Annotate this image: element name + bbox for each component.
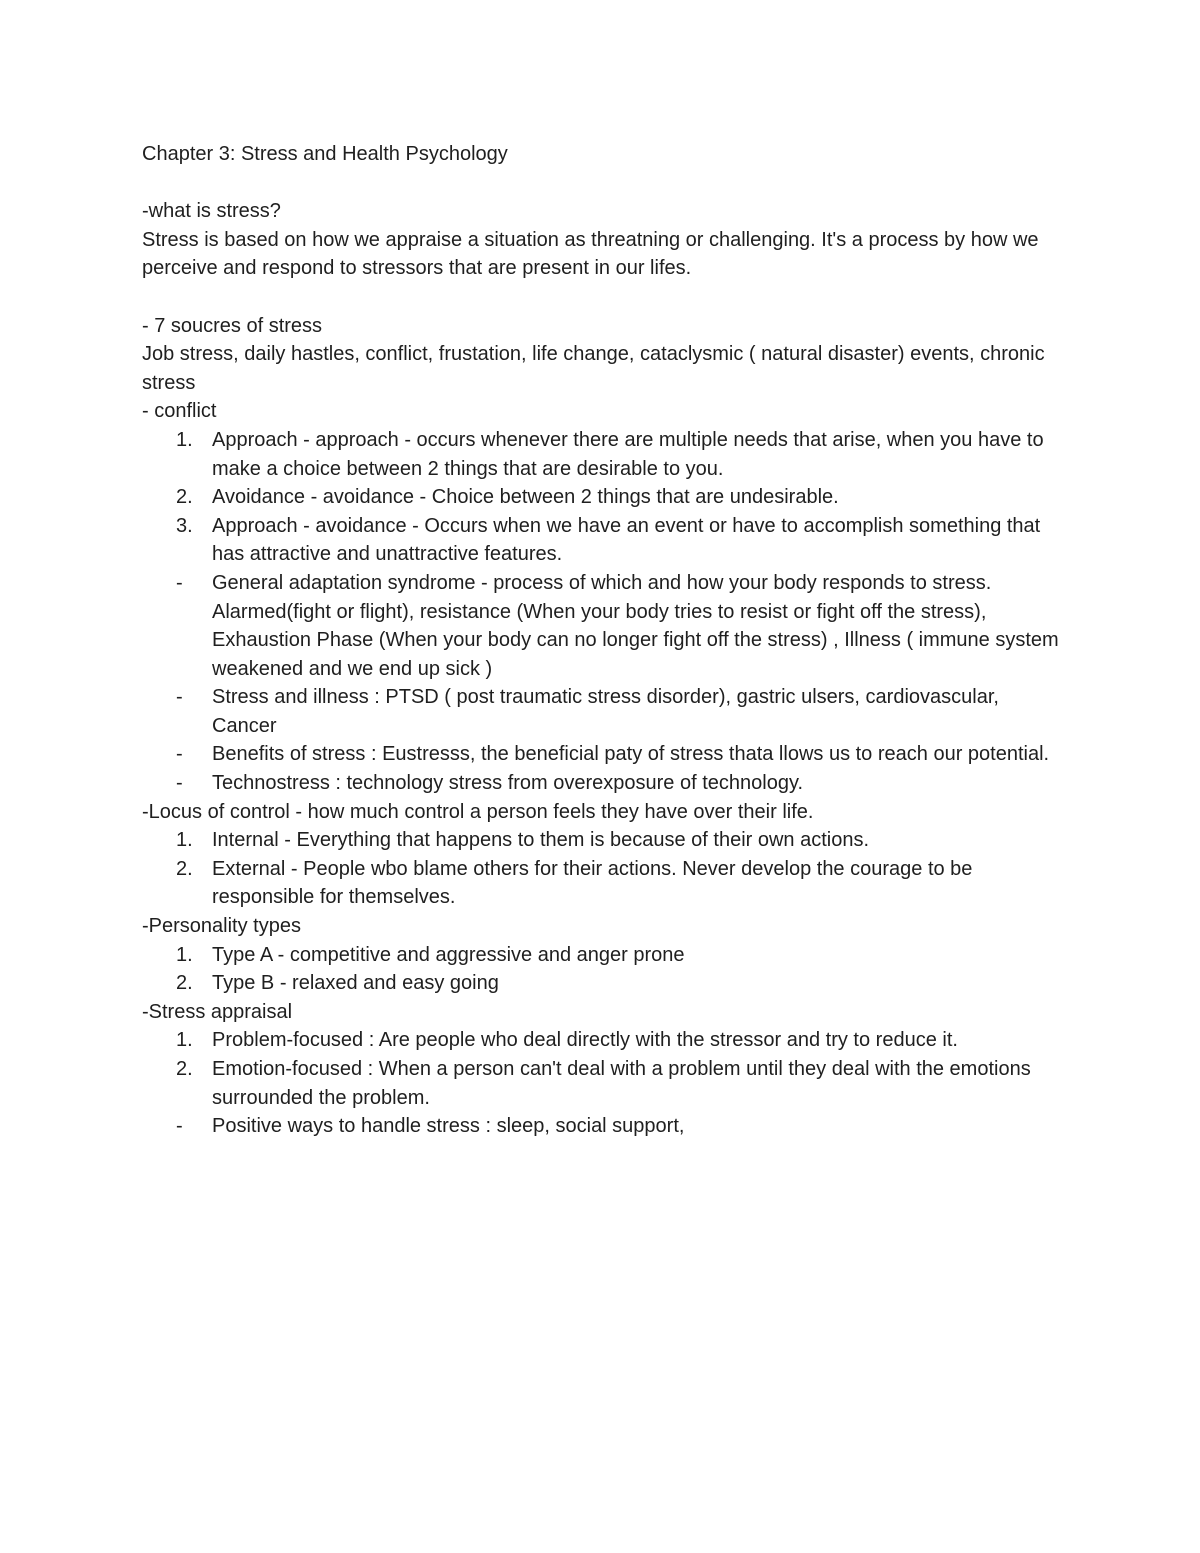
page-title: Chapter 3: Stress and Health Psychology bbox=[142, 143, 508, 165]
list-item-text: Approach - approach - occurs whenever there are multiple needs that arise, when you have to make a choice between 2 things that are desirable to you. bbox=[212, 428, 1044, 480]
list-marker: - bbox=[176, 1115, 183, 1138]
list-marker: 1. bbox=[176, 829, 193, 852]
list-item bbox=[142, 569, 1062, 683]
list-item-text: Problem-focused : Are people who deal directly with the stressor and try to reduce it. bbox=[212, 1029, 958, 1052]
list-item-text: Approach - avoidance - Occurs when we have an event or have to accomplish something that has attractive and unattractive features. bbox=[212, 514, 1041, 566]
sources-body: Job stress, daily hastles, conflict, frustation, life change, cataclysmic ( natural disaster) events, chronic stress bbox=[142, 343, 1045, 394]
list-marker: 2. bbox=[176, 1058, 193, 1080]
list-marker: - bbox=[176, 571, 183, 594]
what-is-stress-heading: -what is stress? bbox=[142, 200, 281, 223]
document-body bbox=[142, 140, 1062, 1141]
list-item-text: Technostress : technology stress from overexposure of technology. bbox=[212, 772, 804, 795]
list-item-text: General adaptation syndrome - process of which and how your body responds to stress. Alarmed(fight or flight), resistance (When your body tries to resist or fight off the stress), Exhaustion Phase (When your body can no longer fight off the stress) , Illness ( immune system weakened and we end up sick ) bbox=[212, 571, 1059, 680]
personality-heading: -Personality types bbox=[142, 915, 301, 938]
what-is-stress-body: Stress is based on how we appraise a situation as threatning or challenging. It's a process by how we perceive and respond to stressors that are present in our lifes. bbox=[142, 228, 1039, 280]
list-marker: 1. bbox=[176, 1029, 193, 1052]
list-item bbox=[142, 1112, 1062, 1141]
sources-heading: - 7 soucres of stress bbox=[142, 314, 323, 337]
list-marker: 2. bbox=[176, 972, 193, 995]
list-item bbox=[142, 683, 1062, 740]
appraisal-list bbox=[142, 1026, 1062, 1140]
list-item bbox=[142, 769, 1062, 798]
list-item bbox=[142, 483, 1062, 512]
list-marker: - bbox=[176, 743, 183, 766]
list-marker: - bbox=[176, 686, 183, 709]
list-item bbox=[142, 740, 1062, 769]
blank-line bbox=[142, 169, 1062, 198]
conflict-list bbox=[142, 426, 1062, 798]
list-item-text: Internal - Everything that happens to them is because of their own actions. bbox=[212, 829, 870, 852]
list-marker: - bbox=[176, 772, 183, 795]
conflict-heading: - conflict bbox=[142, 400, 217, 423]
list-item bbox=[142, 855, 1062, 912]
locus-list bbox=[142, 826, 1062, 912]
list-item-text: Positive ways to handle stress : sleep, social support, bbox=[212, 1115, 685, 1138]
list-item bbox=[142, 969, 1062, 998]
personality-list bbox=[142, 941, 1062, 998]
list-marker: 3. bbox=[176, 514, 193, 537]
list-item-text: Avoidance - avoidance - Choice between 2 things that are undesirable. bbox=[212, 486, 839, 509]
list-item-text: Stress and illness : PTSD ( post traumatic stress disorder), gastric ulsers, cardiovascular, Cancer bbox=[212, 686, 999, 737]
list-item-text: Type A - competitive and aggressive and anger prone bbox=[212, 943, 685, 966]
list-item bbox=[142, 1026, 1062, 1055]
locus-heading: -Locus of control - how much control a person feels they have over their life. bbox=[142, 800, 814, 823]
list-item bbox=[142, 512, 1062, 569]
list-marker: 1. bbox=[176, 428, 193, 451]
list-item bbox=[142, 1055, 1062, 1112]
list-item-text: Type B - relaxed and easy going bbox=[212, 972, 499, 995]
appraisal-heading: -Stress appraisal bbox=[142, 1000, 293, 1023]
blank-line bbox=[142, 283, 1062, 312]
list-marker: 2. bbox=[176, 857, 193, 880]
list-item bbox=[142, 941, 1062, 970]
list-item-text: Emotion-focused : When a person can't deal with a problem until they deal with the emotions surrounded the problem. bbox=[212, 1058, 1031, 1109]
list-item bbox=[142, 426, 1062, 483]
list-item bbox=[142, 826, 1062, 855]
list-item-text: External - People wbo blame others for their actions. Never develop the courage to be responsible for themselves. bbox=[212, 857, 973, 909]
list-item-text: Benefits of stress : Eustresss, the beneficial paty of stress thata llows us to reach our potential. bbox=[212, 743, 1050, 766]
list-marker: 2. bbox=[176, 486, 193, 509]
list-marker: 1. bbox=[176, 943, 193, 966]
